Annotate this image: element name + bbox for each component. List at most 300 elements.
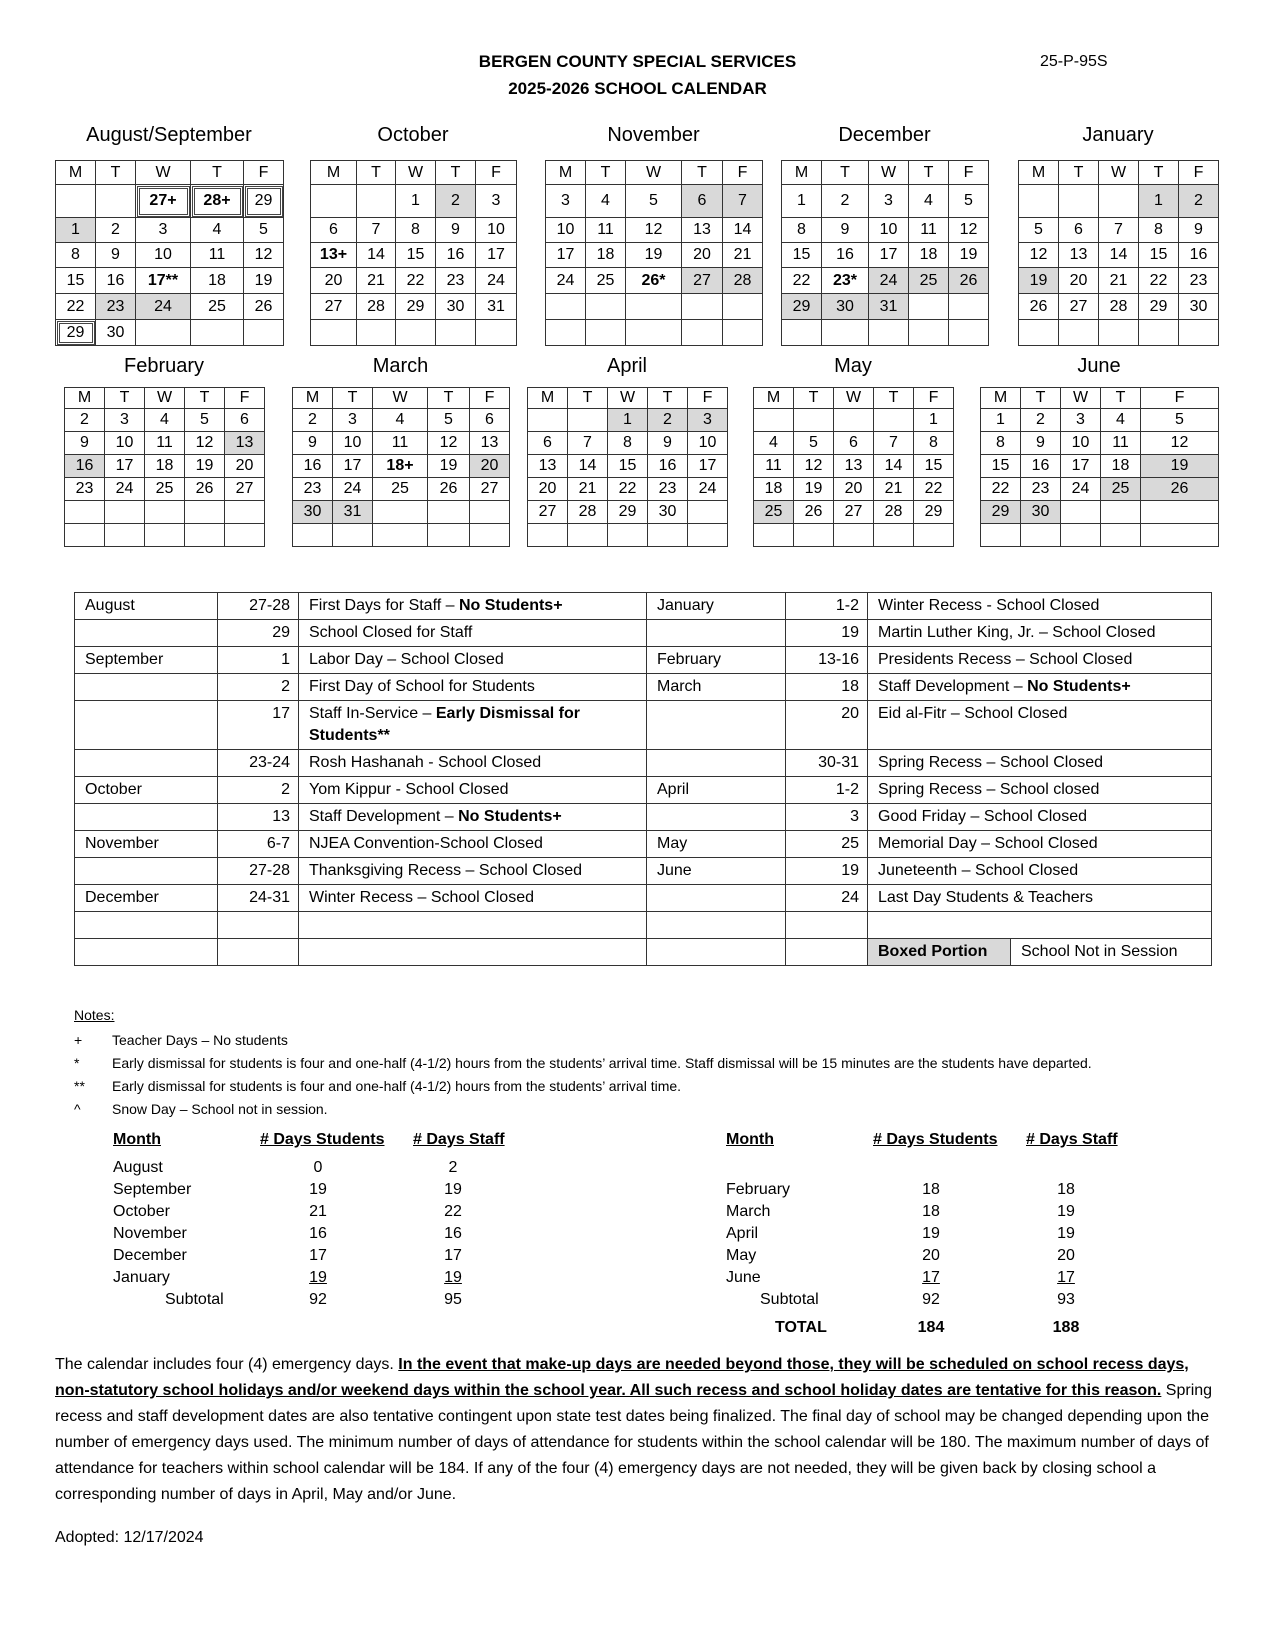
calendar-day: 12	[794, 455, 834, 478]
calendar-day	[311, 185, 357, 218]
calendar-day: 11	[754, 455, 794, 478]
event-row	[75, 620, 1212, 647]
days-row	[113, 1181, 533, 1203]
calendar-day	[754, 409, 794, 432]
event-month	[647, 885, 786, 912]
calendar-day: 5	[626, 185, 682, 218]
calendar-day: 23*	[822, 268, 869, 294]
note-item	[74, 1098, 1092, 1121]
calendar-day	[626, 320, 682, 346]
calendar-day: 26	[185, 478, 225, 501]
calendar-day: 27	[528, 501, 568, 524]
calendar-day	[1179, 320, 1219, 346]
calendar-day: 26	[794, 501, 834, 524]
calendar-day: 17**	[136, 268, 191, 294]
event-dates: 23-24	[218, 750, 299, 777]
calendar-day: 6	[834, 432, 874, 455]
calendar-day	[1059, 185, 1099, 218]
event-description: Eid al-Fitr – School Closed	[868, 701, 1212, 750]
event-dates: 2	[218, 674, 299, 701]
calendar-day: 27	[1059, 294, 1099, 320]
weekday-header: F	[1141, 388, 1219, 409]
calendar-day	[1019, 320, 1059, 346]
event-dates: 6-7	[218, 831, 299, 858]
calendar-day: 6	[682, 185, 723, 218]
days-row	[726, 1181, 1146, 1203]
calendar-day: 27	[311, 294, 357, 320]
calendar-day	[528, 524, 568, 547]
calendar-day: 29	[914, 501, 954, 524]
calendar-day: 6	[225, 409, 265, 432]
calendar-day: 5	[185, 409, 225, 432]
calendar-day	[568, 524, 608, 547]
calendar-day: 4	[754, 432, 794, 455]
calendar-day: 26	[244, 294, 284, 320]
calendar-day	[909, 294, 949, 320]
calendar-day: 28	[874, 501, 914, 524]
weekday-header: W	[608, 388, 648, 409]
calendar-day	[586, 294, 626, 320]
event-description: Winter Recess - School Closed	[868, 593, 1212, 620]
calendar-day: 5	[794, 432, 834, 455]
calendar-day: 13	[470, 432, 510, 455]
calendar-day	[1141, 501, 1219, 524]
calendar-day: 22	[981, 478, 1021, 501]
calendar-day	[373, 501, 428, 524]
event-row	[75, 831, 1212, 858]
event-month: August	[75, 593, 218, 620]
days-row	[726, 1269, 1146, 1291]
event-description: NJEA Convention-School Closed	[299, 831, 647, 858]
days-row	[726, 1203, 1146, 1225]
weekday-header: F	[225, 388, 265, 409]
calendar-day: 22	[1139, 268, 1179, 294]
calendar-day: 7	[568, 432, 608, 455]
weekday-header: F	[914, 388, 954, 409]
days-month: August	[113, 1159, 163, 1176]
event-row	[75, 885, 1212, 912]
calendar-day	[723, 320, 763, 346]
paragraph-makeup-notice: In the event that make-up days are needed beyond those, they will be scheduled on school recess days, non-statutory school holidays and/or weekend days within the school year. All such recess and school holiday dates are tentative for this reason.	[55, 1356, 1189, 1399]
calendar-day	[869, 320, 909, 346]
calendar-day: 3	[105, 409, 145, 432]
month-title: April	[606, 355, 647, 377]
calendar-day: 2	[1179, 185, 1219, 218]
calendar-day: 26	[428, 478, 470, 501]
days-row	[113, 1269, 533, 1291]
weekday-header: T	[1021, 388, 1061, 409]
event-month: September	[75, 647, 218, 674]
weekday-header: W	[145, 388, 185, 409]
days-row	[113, 1247, 533, 1269]
weekday-header: F	[244, 161, 284, 185]
calendar-day: 23	[648, 478, 688, 501]
event-dates: 24	[786, 885, 868, 912]
calendar-day: 9	[65, 432, 105, 455]
calendar-day: 6	[1059, 218, 1099, 243]
calendar-day: 17	[105, 455, 145, 478]
calendar-day: 18	[909, 243, 949, 268]
calendar-day: 2	[96, 218, 136, 243]
calendar-day: 17	[476, 243, 517, 268]
event-empty	[647, 939, 786, 966]
calendar-day	[586, 320, 626, 346]
days-header	[726, 1131, 1146, 1159]
weekday-header: F	[470, 388, 510, 409]
calendar-day: 13+	[311, 243, 357, 268]
calendar-day: 24	[688, 478, 728, 501]
event-month: October	[75, 777, 218, 804]
students-col-header: # Days Students	[260, 1131, 385, 1148]
calendar-day: 10	[476, 218, 517, 243]
calendar-day	[794, 524, 834, 547]
calendar-day: 12	[1019, 243, 1059, 268]
calendar-day	[476, 320, 517, 346]
calendar-day	[1101, 524, 1141, 547]
weekday-header: F	[1179, 161, 1219, 185]
event-row	[75, 804, 1212, 831]
calendar-day: 30	[822, 294, 869, 320]
calendar-day: 1	[981, 409, 1021, 432]
calendar-day	[909, 320, 949, 346]
calendar-day	[754, 524, 794, 547]
event-dates: 2	[218, 777, 299, 804]
days-row	[726, 1247, 1146, 1269]
days-students: 0	[313, 1159, 323, 1176]
event-empty	[218, 912, 299, 939]
calendar-day: 30	[1021, 501, 1061, 524]
event-dates: 25	[786, 831, 868, 858]
calendar-day: 19	[794, 478, 834, 501]
calendar-day: 19	[428, 455, 470, 478]
calendar-day: 26*	[626, 268, 682, 294]
event-description: Staff Development – No Students+	[299, 804, 647, 831]
weekday-header: T	[333, 388, 373, 409]
month-calendar	[781, 160, 989, 346]
calendar-day: 19	[244, 268, 284, 294]
calendar-day: 10	[136, 243, 191, 268]
events-table	[74, 592, 1212, 966]
calendar-day: 16	[96, 268, 136, 294]
calendar-day: 10	[1061, 432, 1101, 455]
event-empty	[786, 912, 868, 939]
calendar-day	[373, 524, 428, 547]
days-students: 17	[922, 1269, 940, 1286]
event-dates: 18	[786, 674, 868, 701]
calendar-day: 30	[436, 294, 476, 320]
calendar-day: 13	[528, 455, 568, 478]
weekday-header: W	[396, 161, 436, 185]
note-item	[74, 1052, 1092, 1075]
calendar-day: 13	[225, 432, 265, 455]
calendar-day: 30	[293, 501, 333, 524]
calendar-day: 15	[782, 243, 822, 268]
calendar-day	[914, 524, 954, 547]
calendar-day	[1139, 320, 1179, 346]
calendar-day	[546, 294, 586, 320]
calendar-day	[688, 501, 728, 524]
calendar-day: 10	[688, 432, 728, 455]
notes-section	[74, 1007, 1092, 1121]
calendar-day: 7	[723, 185, 763, 218]
event-description: Staff Development – No Students+	[868, 674, 1212, 701]
calendar-day	[145, 501, 185, 524]
days-students: 19	[309, 1181, 327, 1198]
calendar-day	[648, 524, 688, 547]
calendar-day: 19	[626, 243, 682, 268]
calendar-day: 4	[373, 409, 428, 432]
calendar-day	[1061, 524, 1101, 547]
calendar-day	[65, 524, 105, 547]
calendar-day: 27	[834, 501, 874, 524]
calendar-day: 28+	[191, 185, 244, 218]
calendar-day: 15	[981, 455, 1021, 478]
calendar-day: 19	[1141, 455, 1219, 478]
calendar-day: 24	[869, 268, 909, 294]
calendar-day: 15	[56, 268, 96, 294]
event-dates: 24-31	[218, 885, 299, 912]
org-name: BERGEN COUNTY SPECIAL SERVICES	[478, 52, 797, 71]
days-staff: 17	[1057, 1269, 1075, 1286]
calendar-day: 24	[1061, 478, 1101, 501]
days-subtotal	[113, 1291, 533, 1313]
event-description: Last Day Students & Teachers	[868, 885, 1212, 912]
days-month: June	[726, 1269, 761, 1286]
calendar-day: 9	[1021, 432, 1061, 455]
calendar-day	[105, 501, 145, 524]
calendar-day: 8	[914, 432, 954, 455]
calendar-day: 29	[782, 294, 822, 320]
days-staff: 19	[444, 1269, 462, 1286]
days-header	[113, 1131, 533, 1159]
days-subtotal	[726, 1291, 1146, 1313]
calendar-day: 21	[357, 268, 396, 294]
calendar-day	[396, 320, 436, 346]
calendar-day: 25	[754, 501, 794, 524]
month-calendar	[545, 160, 763, 346]
calendar-day: 4	[145, 409, 185, 432]
note-symbol: *	[74, 1055, 80, 1071]
calendar-day	[822, 320, 869, 346]
calendar-day: 12	[244, 243, 284, 268]
weekday-header: T	[191, 161, 244, 185]
event-description: Juneteenth – School Closed	[868, 858, 1212, 885]
note-text: Teacher Days – No students	[112, 1032, 288, 1048]
month-title: December	[838, 124, 931, 146]
calendar-day: 8	[56, 243, 96, 268]
calendar-day: 3	[688, 409, 728, 432]
calendar-day: 17	[688, 455, 728, 478]
calendar-day: 14	[357, 243, 396, 268]
weekday-header: T	[1139, 161, 1179, 185]
calendar-day: 7	[357, 218, 396, 243]
calendar-day: 6	[528, 432, 568, 455]
days-staff: 20	[1057, 1247, 1075, 1264]
calendar-day: 14	[874, 455, 914, 478]
calendar-day: 21	[568, 478, 608, 501]
note-text: Early dismissal for students is four and one-half (4-1/2) hours from the students’ arrival time. Staff dismissal will be 15 minutes are the students have departed.	[112, 1055, 1092, 1071]
calendar-day: 15	[1139, 243, 1179, 268]
weekday-header: M	[754, 388, 794, 409]
calendar-day: 16	[293, 455, 333, 478]
paragraph-intro: The calendar includes four (4) emergency days.	[55, 1356, 399, 1373]
calendar-day: 24	[476, 268, 517, 294]
days-month: April	[726, 1225, 759, 1242]
days-staff: 17	[444, 1247, 462, 1264]
days-month: January	[113, 1269, 170, 1286]
calendar-day	[1061, 501, 1101, 524]
calendar-day: 21	[874, 478, 914, 501]
event-month: April	[647, 777, 786, 804]
calendar-day: 2	[436, 185, 476, 218]
calendar-day	[528, 409, 568, 432]
calendar-day: 20	[834, 478, 874, 501]
weekday-header: T	[568, 388, 608, 409]
calendar-day: 21	[1099, 268, 1139, 294]
calendar-day: 9	[1179, 218, 1219, 243]
calendar-day: 23	[436, 268, 476, 294]
weekday-header: T	[436, 161, 476, 185]
calendar-day: 15	[396, 243, 436, 268]
calendar-day: 16	[65, 455, 105, 478]
event-empty	[75, 912, 218, 939]
calendar-day	[688, 524, 728, 547]
event-description: School Closed for Staff	[299, 620, 647, 647]
calendar-day: 10	[546, 218, 586, 243]
calendar-day	[225, 524, 265, 547]
weekday-header: M	[311, 161, 357, 185]
calendar-day	[1141, 524, 1219, 547]
event-empty	[75, 939, 218, 966]
calendar-day: 12	[949, 218, 989, 243]
weekday-header: M	[981, 388, 1021, 409]
event-description: Thanksgiving Recess – School Closed	[299, 858, 647, 885]
event-row	[75, 750, 1212, 777]
weekday-header: M	[293, 388, 333, 409]
days-students: 18	[922, 1203, 940, 1220]
weekday-header: F	[723, 161, 763, 185]
calendar-day	[568, 409, 608, 432]
note-symbol: ^	[74, 1101, 81, 1117]
event-month	[647, 620, 786, 647]
calendar-day: 15	[608, 455, 648, 478]
event-empty	[868, 912, 1212, 939]
event-month	[647, 750, 786, 777]
calendar-day: 20	[528, 478, 568, 501]
calendar-day: 22	[782, 268, 822, 294]
calendar-day: 7	[874, 432, 914, 455]
month-calendar	[1018, 160, 1219, 346]
calendar-day: 22	[396, 268, 436, 294]
calendar-day: 28	[1099, 294, 1139, 320]
calendar-day: 27	[470, 478, 510, 501]
weekday-header: T	[874, 388, 914, 409]
event-row	[75, 647, 1212, 674]
calendar-day: 9	[822, 218, 869, 243]
calendar-day: 1	[56, 218, 96, 243]
spacer	[726, 1159, 1146, 1181]
calendar-day: 13	[1059, 243, 1099, 268]
calendar-day: 31	[869, 294, 909, 320]
weekday-header: W	[834, 388, 874, 409]
days-staff: 2	[448, 1159, 458, 1176]
weekday-header: M	[56, 161, 96, 185]
weekday-header: T	[428, 388, 470, 409]
calendar-day	[1099, 185, 1139, 218]
event-description: Memorial Day – School Closed	[868, 831, 1212, 858]
days-row	[726, 1225, 1146, 1247]
month-title: January	[1082, 124, 1154, 146]
month-calendar	[980, 387, 1219, 547]
subtotal-students: 92	[922, 1291, 940, 1308]
calendar-day: 20	[1059, 268, 1099, 294]
emergency-days-paragraph	[55, 1352, 1215, 1508]
event-month	[647, 701, 786, 750]
calendar-day	[1021, 524, 1061, 547]
month-calendar	[64, 387, 265, 547]
calendar-day: 22	[56, 294, 96, 320]
calendar-day: 8	[396, 218, 436, 243]
calendar-day: 27	[225, 478, 265, 501]
event-month	[75, 674, 218, 701]
calendar-day: 27	[682, 268, 723, 294]
calendar-day	[794, 409, 834, 432]
calendar-day: 12	[428, 432, 470, 455]
calendar-day	[723, 294, 763, 320]
days-staff: 19	[1057, 1225, 1075, 1242]
calendar-day: 3	[136, 218, 191, 243]
calendar-day	[333, 524, 373, 547]
calendar-day: 19	[949, 243, 989, 268]
calendar-day	[608, 524, 648, 547]
days-count-second-half	[726, 1131, 1146, 1343]
calendar-day	[225, 501, 265, 524]
weekday-header: W	[869, 161, 909, 185]
calendar-day: 2	[822, 185, 869, 218]
calendar-day: 29	[981, 501, 1021, 524]
event-description: Spring Recess – School Closed	[868, 750, 1212, 777]
calendar-day	[874, 409, 914, 432]
calendar-day	[1019, 185, 1059, 218]
weekday-header: W	[373, 388, 428, 409]
calendar-day: 13	[834, 455, 874, 478]
weekday-header: W	[136, 161, 191, 185]
calendar-day	[311, 320, 357, 346]
calendar-day: 26	[949, 268, 989, 294]
event-dates: 3	[786, 804, 868, 831]
calendar-day: 23	[96, 294, 136, 320]
subtotal-students: 92	[309, 1291, 327, 1308]
calendar-day: 5	[1141, 409, 1219, 432]
calendar-day: 3	[869, 185, 909, 218]
event-dates: 1-2	[786, 777, 868, 804]
weekday-header: T	[185, 388, 225, 409]
weekday-header: M	[528, 388, 568, 409]
event-month: February	[647, 647, 786, 674]
calendar-day: 11	[145, 432, 185, 455]
calendar-day: 19	[1019, 268, 1059, 294]
calendar-day	[949, 320, 989, 346]
days-row	[113, 1225, 533, 1247]
students-col-header: # Days Students	[873, 1131, 998, 1148]
calendar-day: 18	[586, 243, 626, 268]
calendar-day: 1	[782, 185, 822, 218]
calendar-day: 4	[191, 218, 244, 243]
calendar-day	[1101, 501, 1141, 524]
event-row	[75, 593, 1212, 620]
weekday-header: M	[65, 388, 105, 409]
event-dates: 30-31	[786, 750, 868, 777]
